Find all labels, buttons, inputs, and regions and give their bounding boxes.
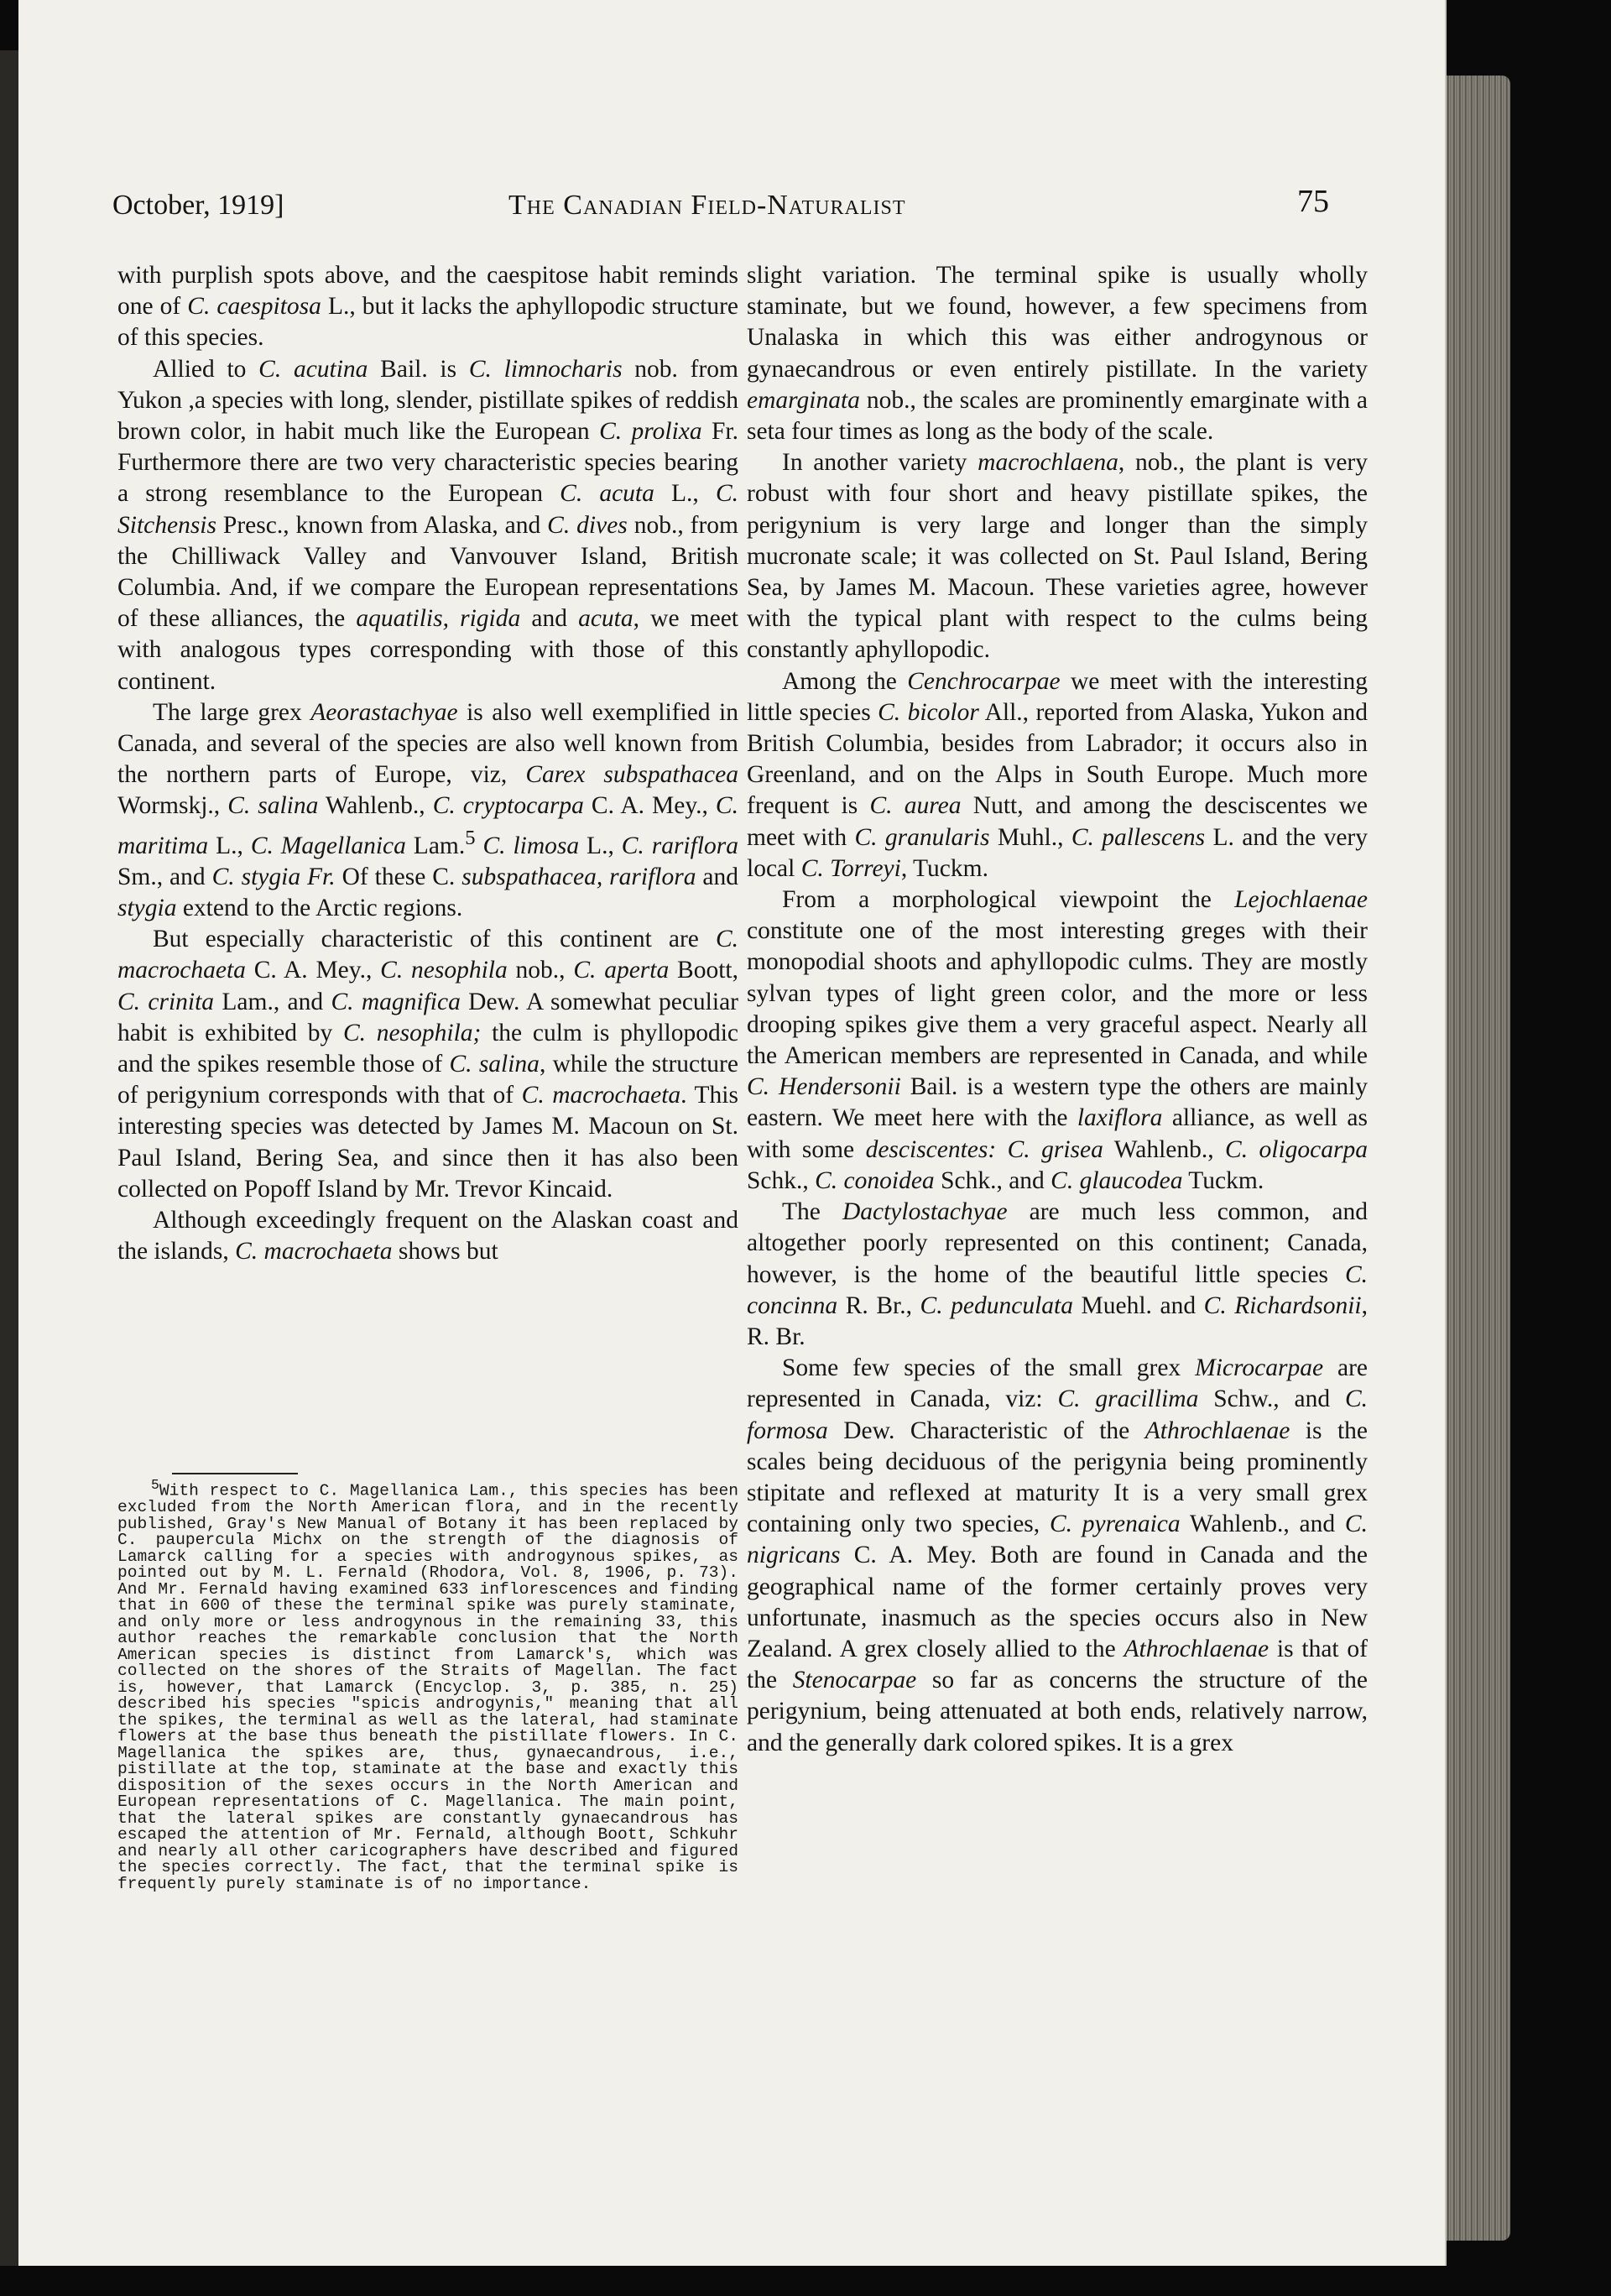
paragraph: The large grex Aeorastachyae is also well exemplified in Canada, and several of the species are also well known from the northern parts of Europe, viz, Carex subspathacea Wormskj., C. salina Wahlenb., C. cryptocarpa C. A. Mey., C. maritima L., C. Magellanica Lam.$^5$ C. limosa L., C. rariflora Sm., and C. stygia Fr. Of these C. subspathacea, rariflora and stygia extend to the Arctic regions.: [117, 698, 739, 921]
left-column: [117, 260, 738, 1267]
header-journal-title: The Canadian Field-Naturalist: [508, 190, 906, 221]
paragraph: slight variation. The terminal spike is usually wholly staminate, but we found, however, a few specimens from Unalaska in which this was either androgynous or gynaecandrous or even entirely pistillate. In the variety emarginata nob., the scales are prominently emarginate with a seta four times as long as the body of the scale.: [747, 262, 1368, 446]
paragraph: Although exceedingly frequent on the Alaskan coast and the islands, C. macrochaeta shows but: [117, 1206, 738, 1265]
paragraph: From a morphological viewpoint the Lejochlaenae constitute one of the most interesting greges with their monopodial shoots and aphyllopodic culms. They are mostly sylvan types of light green color, and the more or less drooping spikes give them a very graceful aspect. Nearly all the American members are represented in Canada, and while C. Hendersonii Bail. is a western type the others are mainly eastern. We meet here with the laxiflora alliance, as well as with some desciscentes: C. grisea Wahlenb., C. oligocarpa Schk., C. conoidea Schk., and C. glaucodea Tuckm.: [747, 886, 1368, 1194]
paragraph: Some few species of the small grex Microcarpae are represented in Canada, viz: C. gracillima Schw., and C. formosa Dew. Characteristic of the Athrochlaenae is the scales being deciduous of the perigynia being prominently stipitate and reflexed at maturity It is a very small grex containing only two species, C. pyrenaica Wahlenb., and C. nigricans C. A. Mey. Both are found in Canada and the geographical name of the former certainly proves very unfortunate, inasmuch as the species occurs also in New Zealand. A grex closely allied to the Athrochlaenae is that of the Stenocarpae so far as concerns the structure of the perigynium, being attenuated at both ends, relatively narrow, and the generally dark colored spikes. It is a grex: [747, 1354, 1369, 1756]
running-header: [112, 183, 1329, 225]
page-number: 75: [1297, 184, 1329, 219]
page-gutter-shadow: [0, 50, 18, 2266]
paragraph: with purplish spots above, and the caespitose habit reminds one of C. caespitosa L., but it lacks the aphyllopodic structure of this species.: [117, 262, 738, 352]
paragraph: Allied to C. acutina Bail. is C. limnocharis nob. from Yukon ,a species with long, slender, pistillate spikes of reddish brown color, in habit much like the European C. prolixa Fr. Furthermore there are two very characteristic species bearing a strong resemblance to the European C. acuta L., C. Sitchensis Presc., known from Alaska, and C. dives nob., from the Chilliwack Valley and Vanvouver Island, British Columbia. And, if we compare the European representations of these alliances, the aquatilis, rigida and acuta, we meet with analogous types corresponding with those of this continent.: [117, 355, 739, 695]
paragraph: But especially characteristic of this continent are C. macrochaeta C. A. Mey., C. nesophila nob., C. aperta Boott, C. crinita Lam., and C. magnifica Dew. A somewhat peculiar habit is exhibited by C. nesophila; the culm is phyllopodic and the spikes resemble those of C. salina, while the structure of perigynium corresponds with that of C. macrochaeta. This interesting species was detected by James M. Macoun on St. Paul Island, Bering Sea, and since then it has also been collected on Popoff Island by Mr. Trevor Kincaid.: [117, 926, 739, 1203]
paragraph: Among the Cenchrocarpae we meet with the interesting little species C. bicolor All., reported from Alaska, Yukon and British Columbia, besides from Labrador; it occurs also in Greenland, and on the Alps in South Europe. Much more frequent is C. aurea Nutt, and among the desciscentes we meet with C. granularis Muhl., C. pallescens L. and the very local C. Torreyi, Tuckm.: [747, 667, 1369, 882]
header-date: October, 1919]: [112, 190, 284, 221]
footnote-text: $^5$With respect to C. Magellanica Lam., this species has been excluded from the North American flora, and in the recently published, Gray's New Manual of Botany it has been replaced by C. paupercula Michx on the strength of the diagnosis of Lamarck calling for a species with androgynous spikes, as pointed out by M. L. Fernald (Rhodora, Vol. 8, 1906, p. 73). And Mr. Fernald having examined 633 inflorescences and finding that in 600 of these the terminal spike was purely staminate, and only more or less androgynous in the remaining 33, this author reaches the remarkable conclusion that the North American species is distinct from Lamarck's, which was collected on the shores of the Straits of Magellan. The fact is, however, that Lamarck (Encyclop. 3, p. 385, n. 25) described his species "spicis androgynis," meaning that all the spikes, the terminal as well as the lateral, had staminate flowers at the base thus beneath the pistillate flowers. In C. Magellanica the spikes are, thus, gynaecandrous, i.e., pistillate at the top, staminate at the base and exactly this disposition of the sexes occurs in the North American and European representations of C. Magellanica. The main point, that the lateral spikes are constantly gynaecandrous has escaped the attention of Mr. Fernald, although Boott, Schkuhr and nearly all other caricographers have described and figured the species correctly. The fact, that the terminal spike is frequently purely staminate is of no importance.: [117, 1477, 738, 1893]
paragraph: The Dactylostachyae are much less common, and altogether poorly represented on this continent; Canada, however, is the home of the beautiful little species C. concinna R. Br., C. pedunculata Muehl. and C. Richardsonii, R. Br.: [747, 1198, 1368, 1350]
right-column: [747, 260, 1368, 1759]
footnote-rule: [172, 1473, 298, 1474]
footnote: [117, 1477, 738, 1892]
paragraph: In another variety macrochlaena, nob., the plant is very robust with four short and heavy pistillate spikes, the perigynium is very large and longer than the simply mucronate scale; it was collected on St. Paul Island, Bering Sea, by James M. Macoun. These varieties agree, however with the typical plant with respect to the culms being constantly aphyllopodic.: [747, 449, 1369, 664]
